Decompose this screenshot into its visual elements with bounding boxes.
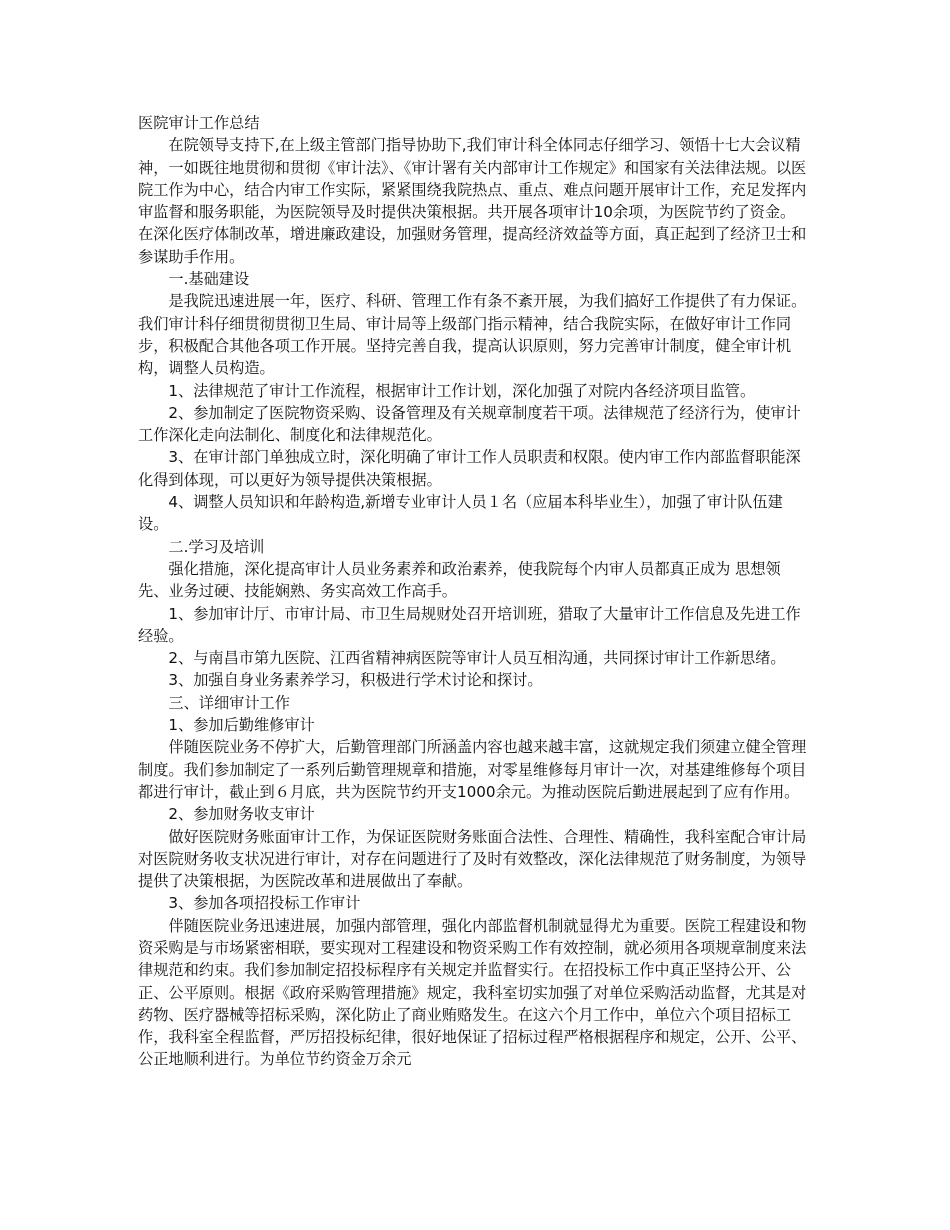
foundation-item-1: 1、法律规范了审计工作流程，根据审计工作计划，深化加强了对院内各经济项目监管。: [168, 381, 756, 400]
training-item-1: 1、参加审计厅、市审计局、市卫生局规财处召开培训班，猎取了大量审计工作信息及先进工作经验。: [138, 604, 801, 645]
section-heading-audit-work: 三、详细审计工作: [168, 693, 290, 712]
training-paragraph: 强化措施，深化提高审计人员业务素养和政治素养，使我院每个内审人员都真正成为 思想领先、业务过硬、技能娴熟、务实高效工作高手。: [138, 559, 781, 601]
audit-maintenance-paragraph: 伴随医院业务不停扩大，后勤管理部门所涵盖内容也越来越丰富，这就规定我们须建立健全管理制度。我们参加制定了一系列后勤管理规章和措施，对零星维修每月审计一次，对基建维修每个项目都进行审计，截止到６月底，共为医院节约开支1000余元。为推动医院后勤进展起到了应有作用。: [138, 738, 807, 801]
section-heading-foundation: 一.基础建设: [168, 270, 250, 289]
foundation-item-4: 4、调整人员知识和年龄构造,新增专业审计人员１名（应届本科毕业生），加强了审计队伍建设。: [138, 493, 783, 534]
foundation-paragraph: 是我院迅速进展一年，医疗、科研、管理工作有条不紊开展，为我们搞好工作提供了有力保证。我们审计科仔细贯彻贯彻卫生局、审计局等上级部门指示精神，结合我院实际，在做好审计工作同步，积极配合其他各项工作开展。坚持完善自我，提高认识原则，努力完善审计制度，健全审计机构，调整人员构造。: [138, 292, 807, 378]
document-title: 医院审计工作总结: [138, 114, 260, 132]
intro-paragraph: 在院领导支持下,在上级主管部门指导协助下,我们审计科全体同志仔细学习、领悟十七大会议精神，一如既往地贯彻和贯彻《审计法》、《审计署有关内部审计工作规定》和国家有关法律法规。以医院工作为中心，结合内审工作实际，紧紧围绕我院热点、重点、难点问题开展审计工作，充足发挥内审监督和服务职能，为医院领导及时提供决策根据。共开展各项审计10余项，为医院节约了资金。在深化医疗体制改革，增进廉政建设，加强财务管理，提高经济效益等方面，真正起到了经济卫士和参谋助手作用。: [138, 136, 807, 266]
audit-subheading-finance: 2、参加财务收支审计: [168, 805, 315, 824]
foundation-item-2: 2、参加制定了医院物资采购、设备管理及有关规章制度若干项。法律规范了经济行为，使审计工作深化走向法制化、制度化和法律规范化。: [138, 403, 801, 445]
foundation-item-3: 3、在审计部门单独成立时，深化明确了审计工作人员职责和权限。使内审工作内部监督职能深化得到体现，可以更好为领导提供决策根据。: [138, 448, 801, 489]
audit-subheading-bidding: 3、参加各项招投标工作审计: [168, 894, 361, 913]
document-page: [138, 112, 810, 1071]
section-heading-training: 二.学习及培训: [168, 537, 265, 556]
audit-bidding-paragraph: 伴随医院业务迅速进展，加强内部管理，强化内部监督机制就显得尤为重要。医院工程建设和物资采购是与市场紧密相联，要实现对工程建设和物资采购工作有效控制，就必须用各项规章制度来法律规范和约束。我们参加制定招投标程序有关规定并监督实行。在招投标工作中真正坚持公开、公正、公平原则。根据《政府采购管理措施》规定，我科室切实加强了对单位采购活动监督，尤其是对药物、医疗器械等招标采购，深化防止了商业贿赂发生。在这六个月工作中，单位六个项目招标工作，我科室全程监督，严厉招投标纪律，很好地保证了招标过程严格根据程序和规定，公开、公平、公正地顺利进行。为单位节约资金万余元: [138, 916, 807, 1069]
training-item-2: 2、与南昌市第九医院、江西省精神病医院等审计人员互相沟通，共同探讨审计工作新思绪。: [168, 649, 786, 668]
audit-finance-paragraph: 做好医院财务账面审计工作，为保证医院财务账面合法性、合理性、精确性，我科室配合审计局对医院财务收支状况进行审计，对存在问题进行了及时有效整改，深化法律规范了财务制度，为领导提供了决策根据，为医院改革和进展做出了奉献。: [138, 827, 807, 891]
audit-subheading-maintenance: 1、参加后勤维修审计: [168, 716, 315, 735]
training-item-3: 3、加强自身业务素养学习，积极进行学术讨论和探讨。: [168, 671, 543, 690]
